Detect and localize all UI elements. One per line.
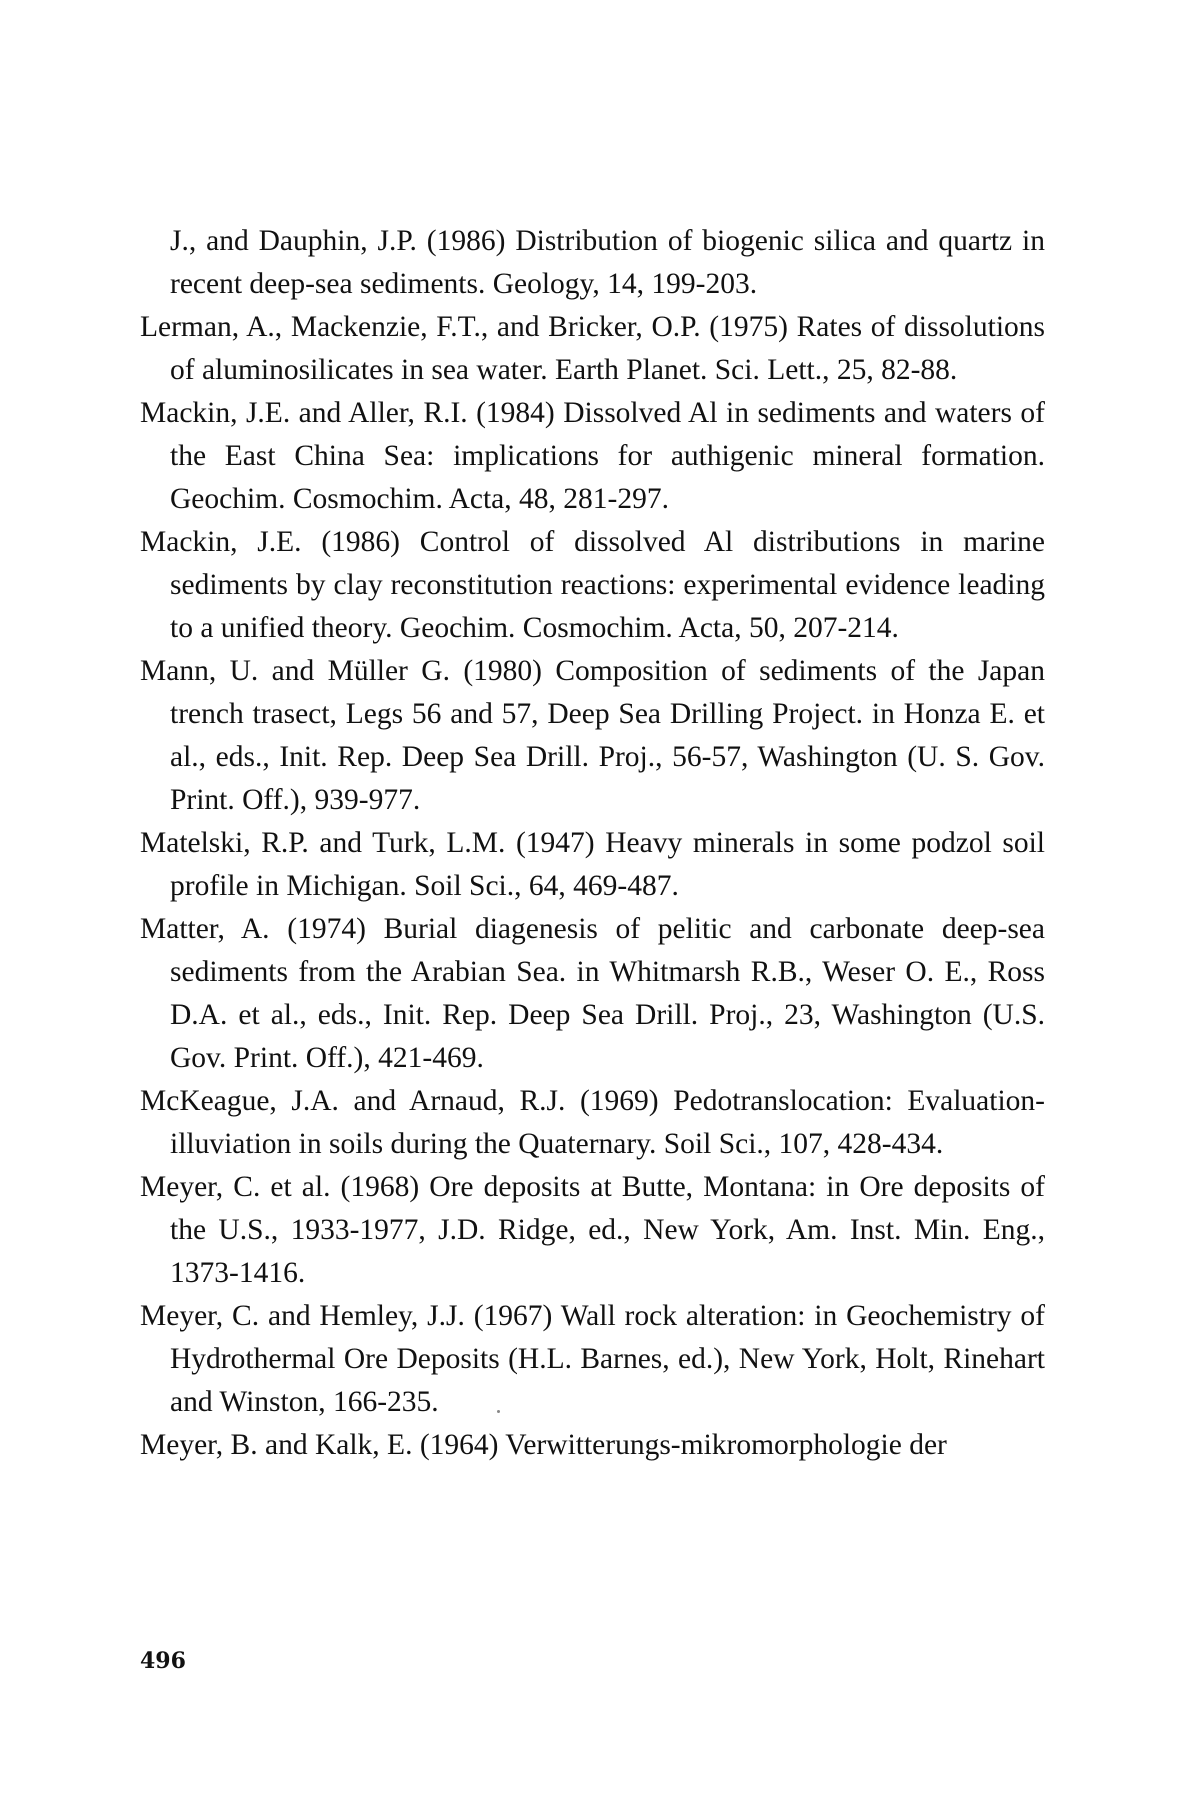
reference-entry: Meyer, C. and Hemley, J.J. (1967) Wall rock alteration: in Geochemistry of Hydrothermal Ore Deposits (H.L. Barnes, ed.), New York, Holt, Rinehart and Winston, 166-235.: [140, 1300, 1045, 1418]
reference-list: [140, 220, 1045, 1467]
page-number: 496: [140, 1648, 186, 1674]
reference-entry: McKeague, J.A. and Arnaud, R.J. (1969) Pedotranslocation: Evaluation-illuviation in soils during the Quaternary. Soil Sci., 107, 428-434.: [140, 1085, 1045, 1160]
reference-entry: Mann, U. and Müller G. (1980) Composition of sediments of the Japan trench trasect, Legs 56 and 57, Deep Sea Drilling Project. in Honza E. et al., eds., Init. Rep. Deep Sea Drill. Proj., 56-57, Washington (U. S. Gov. Print. Off.), 939-977.: [140, 655, 1045, 816]
reference-entry: Matelski, R.P. and Turk, L.M. (1947) Heavy minerals in some podzol soil profile in Michigan. Soil Sci., 64, 469-487.: [140, 827, 1045, 902]
print-speck: [497, 1410, 500, 1413]
reference-entry: Lerman, A., Mackenzie, F.T., and Bricker, O.P. (1975) Rates of dissolutions of aluminosilicates in sea water. Earth Planet. Sci. Lett., 25, 82-88.: [140, 311, 1045, 386]
reference-entry: Mackin, J.E. and Aller, R.I. (1984) Dissolved Al in sediments and waters of the East China Sea: implications for authigenic mineral formation. Geochim. Cosmochim. Acta, 48, 281-297.: [140, 397, 1045, 515]
reference-entry: Mackin, J.E. (1986) Control of dissolved Al distributions in marine sediments by clay reconstitution reactions: experimental evidence leading to a unified theory. Geochim. Cosmochim. Acta, 50, 207-214.: [140, 526, 1045, 644]
reference-entry: Matter, A. (1974) Burial diagenesis of pelitic and carbonate deep-sea sediments from the Arabian Sea. in Whitmarsh R.B., Weser O. E., Ross D.A. et al., eds., Init. Rep. Deep Sea Drill. Proj., 23, Washington (U.S. Gov. Print. Off.), 421-469.: [140, 913, 1045, 1074]
reference-entry: Meyer, C. et al. (1968) Ore deposits at Butte, Montana: in Ore deposits of the U.S., 1933-1977, J.D. Ridge, ed., New York, Am. Inst. Min. Eng., 1373-1416.: [140, 1171, 1045, 1289]
reference-entry: J., and Dauphin, J.P. (1986) Distribution of biogenic silica and quartz in recent deep-sea sediments. Geology, 14, 199-203.: [170, 225, 1045, 300]
reference-entry: Meyer, B. and Kalk, E. (1964) Verwitterungs-mikromorphologie der: [140, 1429, 947, 1461]
